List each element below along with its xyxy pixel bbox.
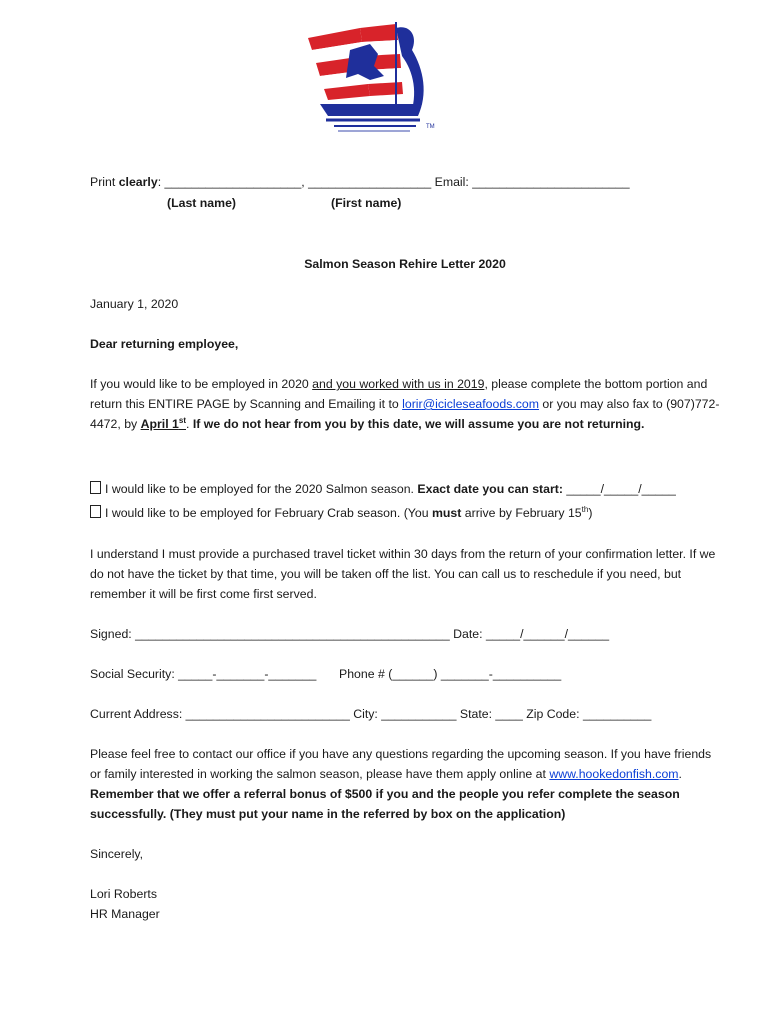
address-row[interactable]: Current Address: ________________________ City: ___________ State: ____ Zip Code: __________ — [90, 707, 652, 721]
name-email-blanks[interactable]: : ____________________, __________________ Email: _______________________ — [157, 175, 630, 189]
trademark: TM — [426, 124, 435, 130]
salutation: Dear returning employee, — [90, 337, 239, 351]
salmon-option-row: I would like to be employed for the 2020 Salmon season. Exact date you can start: _____/_____/_____ — [90, 479, 676, 499]
deadline-warning: If we do not hear from you by this date, we will assume you are not returning. — [189, 417, 645, 431]
referral-bonus-text: Remember that we offer a referral bonus of $500 if you and the people you refer complete the season successfully. (They must put your name in the referred by box on the application) — [90, 787, 680, 821]
crab-option-row: I would like to be employed for February Crab season. (You must arrive by February 15th) — [90, 503, 592, 523]
first-name-label: (First name) — [331, 196, 402, 210]
ticket-paragraph: I understand I must provide a purchased travel ticket within 30 days from the return of your confirmation letter. If we do not have the ticket by that time, you will be taken off the list. You can call us to reschedule if you need, but remember it will be first come first served. — [90, 547, 716, 601]
start-date-blank[interactable]: _____/_____/_____ — [562, 482, 676, 496]
salmon-season-checkbox[interactable] — [90, 481, 101, 494]
website-link[interactable]: www.hookedonfish.com — [549, 767, 679, 781]
instructions-paragraph: If you would like to be employed in 2020 and you worked with us in 2019, please complete the bottom portion and return this ENTIRE PAGE by Scanning and Emailing it to lorir@icicleseafoods.com or you may also fax to (907)772-4472, by April 1st. If we do not hear from you by this date, we will assume you are not returning. — [90, 377, 720, 431]
deadline-date: April 1st — [140, 415, 186, 431]
print-label: Print — [90, 175, 119, 189]
phone-row[interactable]: Phone # (______) _______-__________ — [339, 667, 562, 681]
signed-date-row[interactable]: Signed: ______________________________________________ Date: _____/______/______ — [90, 627, 610, 641]
company-logo — [300, 20, 450, 140]
last-name-label: (Last name) — [167, 196, 237, 210]
signer-name: Lori Roberts — [90, 887, 157, 901]
worked-2019-underline: and you worked with us in 2019 — [312, 377, 485, 391]
signer-title: HR Manager — [90, 907, 160, 921]
clearly-bold: clearly — [118, 175, 158, 189]
ssn-row[interactable]: Social Security: _____-_______-_______ — [90, 667, 317, 681]
ship-hull — [320, 104, 422, 116]
crab-season-checkbox[interactable] — [90, 505, 101, 518]
contact-paragraph: Please feel free to contact our office if you have any questions regarding the upcoming season. If you have friends or family interested in working the salmon season, please have them apply online at www.hookedonfish.com. Remember that we offer a referral bonus of $500 if you and the people you refer complete the season successfully. (They must put your name in the referred by box on the application) — [90, 747, 712, 821]
print-clearly-row — [90, 172, 630, 192]
letter-title: Salmon Season Rehire Letter 2020 — [304, 257, 506, 271]
letter-date: January 1, 2020 — [90, 297, 179, 311]
email-link[interactable]: lorir@icicleseafoods.com — [402, 397, 539, 411]
closing: Sincerely, — [90, 847, 144, 861]
